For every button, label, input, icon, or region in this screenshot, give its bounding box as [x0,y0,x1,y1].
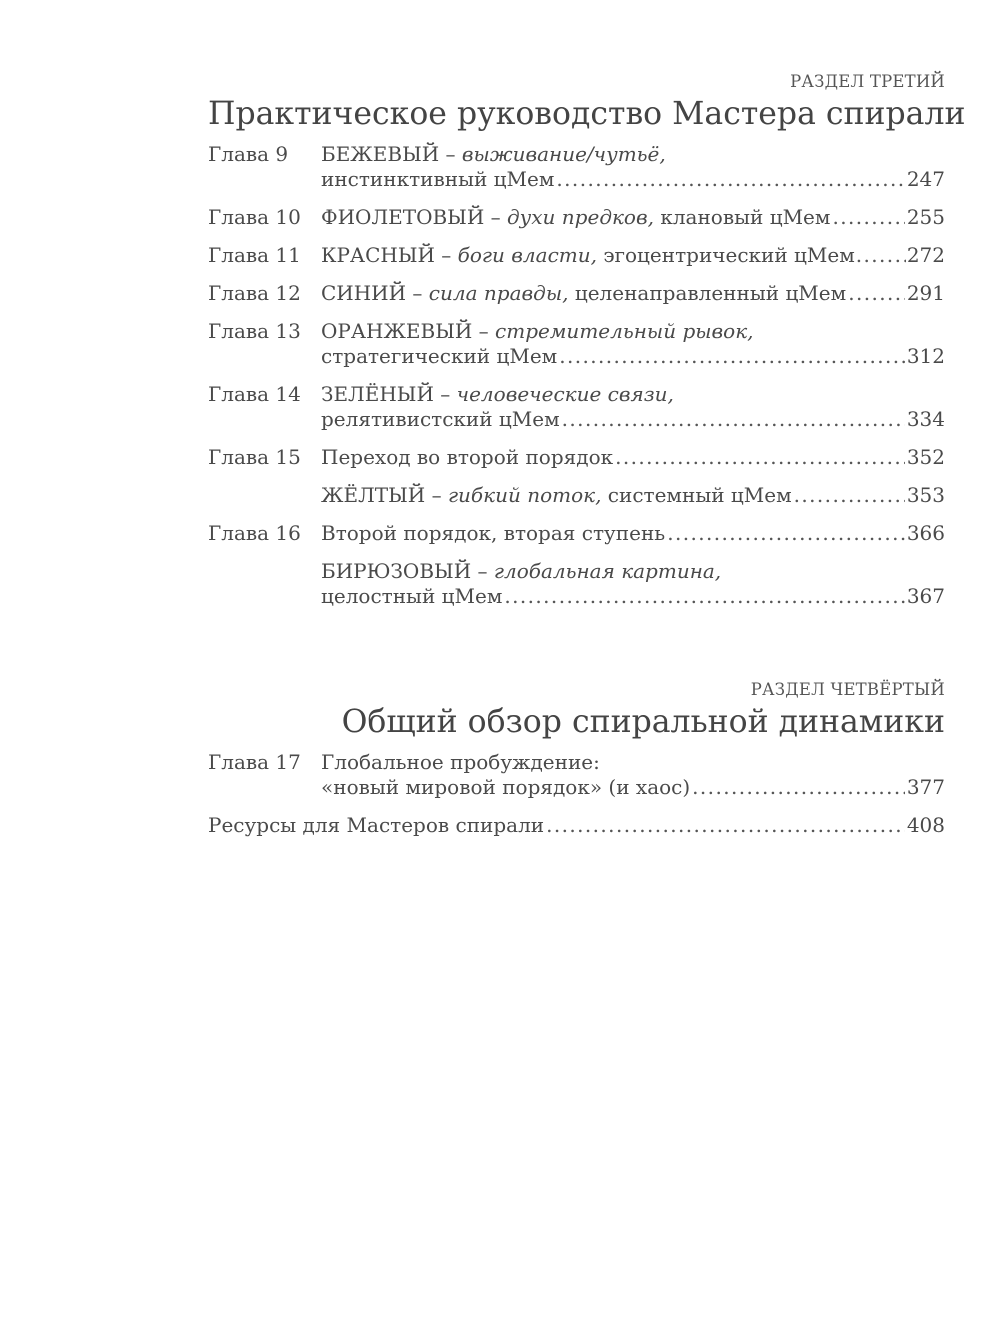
color-name: ЗЕЛЁНЫЙ [321,382,434,406]
section-label: РАЗДЕЛ ТРЕТИЙ [790,72,945,91]
page-number: 272 [906,243,945,267]
chapter-number: Глава 12 [208,281,301,305]
chapter-meme: эгоцентрический цМем [596,243,855,267]
chapter-meme: релятивистский цМем [321,407,560,431]
section-label: РАЗДЕЛ ЧЕТВЁРТЫЙ [750,680,945,699]
leader-dots [856,243,906,268]
chapter-subtitle: выживание/чутьё, [461,142,666,166]
page-number: 255 [906,205,945,229]
page-number: 408 [906,813,945,837]
leader-dots [546,813,905,838]
leader-dots [692,775,905,800]
leader-dots [504,584,904,609]
leader-dots [667,521,905,546]
leader-dots [559,344,905,369]
chapter-meme: инстинктивный цМем [321,167,555,191]
toc-entry-ch13[interactable]: Глава 13 ОРАНЖЕВЫЙ – стремительный рывок, стратегический цМем ..... 312 [208,319,945,369]
chapter-meme: целенаправленный цМем [568,281,847,305]
section-title: Общий обзор спиральной динамики [341,704,945,740]
page-number: 377 [906,775,945,799]
chapter-number: Глава 13 [208,319,301,343]
page-number: 291 [906,281,945,305]
page-number: 367 [906,584,945,608]
chapter-title: Второй порядок, вторая ступень [321,521,666,545]
section-four [208,680,945,838]
leader-dots [832,205,904,230]
chapter-subtitle: глобальная картина, [493,559,722,583]
color-name: КРАСНЫЙ [321,243,435,267]
section-title: Практическое руководство Мастера спирали [208,96,966,132]
page-number: 312 [906,344,945,368]
color-name: БИРЮЗОВЫЙ [321,559,472,583]
chapter-subtitle: духи предков, [507,205,654,229]
chapter-meme: стратегический цМем [321,344,558,368]
toc-entries [208,142,945,609]
leader-dots [556,167,904,192]
chapter-subtitle: человеческие связи, [456,382,674,406]
chapter-number: Глава 16 [208,521,301,545]
toc-entry-ch14[interactable]: Глава 14 ЗЕЛЁНЫЙ – человеческие связи, релятивистский цМем ..... 334 [208,382,945,432]
color-name: ОРАНЖЕВЫЙ [321,319,473,343]
leader-dots [794,483,905,508]
color-name: ФИОЛЕТОВЫЙ [321,205,485,229]
chapter-meme: системный цМем [601,483,792,507]
page-number: 247 [906,167,945,191]
toc-subentry-yellow[interactable]: ЖЁЛТЫЙ – гибкий поток, системный цМем ..... 353 [208,483,945,508]
toc-entry-ch16[interactable] [208,521,945,546]
page-number: 353 [906,483,945,507]
page-number: 352 [906,445,945,469]
chapter-subtitle: сила правды, [428,281,569,305]
color-name: ЖЁЛТЫЙ [321,483,426,507]
resources-title: Ресурсы для Мастеров спирали [208,813,545,837]
leader-dots [615,445,905,470]
page-number: 366 [906,521,945,545]
page-number: 334 [906,407,945,431]
chapter-number: Глава 14 [208,382,301,406]
toc-entries [208,750,945,838]
chapter-number: Глава 10 [208,205,301,229]
color-name: СИНИЙ [321,281,407,305]
chapter-subtitle: боги власти, [457,243,597,267]
chapter-meme: целостный цМем [321,584,503,608]
leader-dots [562,407,905,432]
chapter-number: Глава 17 [208,750,301,774]
chapter-subtitle: «новый мировой порядок» (и хаос) [321,775,691,799]
chapter-meme: клановый цМем [653,205,831,229]
chapter-number: Глава 11 [208,243,301,267]
toc-entry-ch10[interactable]: Глава 10 ФИОЛЕТОВЫЙ – духи предков, клановый цМем ..... 255 [208,205,945,230]
chapter-number: Глава 9 [208,142,289,166]
toc-entry-ch12[interactable]: Глава 12 СИНИЙ – сила правды, целенаправленный цМем ..... 291 [208,281,945,306]
toc-entry-ch11[interactable]: Глава 11 КРАСНЫЙ – боги власти, эгоцентрический цМем ..... 272 [208,243,945,268]
chapter-title: Переход во второй порядок [321,445,614,469]
toc-entry-resources[interactable] [208,813,945,838]
toc-subentry-turquoise[interactable]: БИРЮЗОВЫЙ – глобальная картина, целостный цМем ..... 367 [208,559,945,609]
leader-dots [848,281,905,306]
chapter-subtitle: стремительный рывок, [495,319,754,343]
chapter-title: Глобальное пробуждение: [321,750,600,774]
toc-entry-ch17[interactable] [208,750,945,800]
chapter-subtitle: гибкий поток, [447,483,602,507]
chapter-number: Глава 15 [208,445,301,469]
section-three [208,72,966,622]
color-name: БЕЖЕВЫЙ [321,142,440,166]
toc-entry-ch15[interactable] [208,445,945,470]
toc-entry-ch9[interactable]: Глава 9 БЕЖЕВЫЙ – выживание/чутьё, инстинктивный цМем ..... 247 [208,142,945,192]
